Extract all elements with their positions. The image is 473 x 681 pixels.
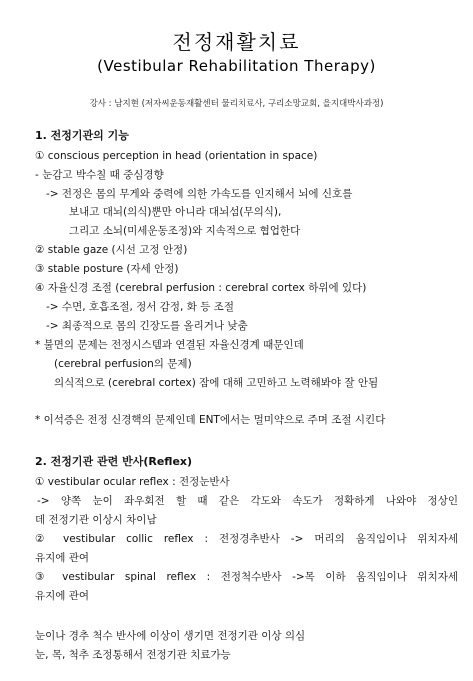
- section-2-line: 유지에 관여: [35, 552, 90, 564]
- section-2-line: ② vestibular collic reflex : 전정경추반사 -> 머리의 움직임이나 위치자세: [35, 533, 458, 545]
- section-1-line: -> 최종적으로 몸의 긴장도를 올리거나 낮춤: [46, 320, 248, 332]
- section-2-line: ③ vestibular spinal reflex : 전정척수반사 ->목 이하 움직임이나 위치자세: [35, 571, 458, 583]
- section-2-heading: 2. 전정기관 관련 반사(Reflex): [35, 455, 193, 468]
- conclusion-line: 눈이나 경추 척수 반사에 이상이 생기면 전정기관 이상 의심: [35, 630, 306, 642]
- section-1-line: ② stable gaze (시선 고정 안정): [35, 244, 188, 256]
- section-1-line: -> 수면, 호흡조절, 정서 감정, 화 등 조절: [46, 301, 234, 313]
- section-1-line: 그리고 소뇌(미세운동조정)와 지속적으로 협업한다: [69, 225, 301, 237]
- section-2-line: 데 전정기관 이상시 차이남: [35, 514, 157, 526]
- page-subtitle: (Vestibular Rehabilitation Therapy): [97, 57, 376, 75]
- section-1-line: * 불면의 문제는 전정시스템과 연결된 자율신경계 때문인데: [35, 339, 304, 351]
- section-2-line: ① vestibular ocular reflex : 전정눈반사: [35, 476, 230, 488]
- author-line: 강사 : 남지현 (저자씨운동재활센터 물리치료사, 구리소망교회, 을지대박사과정): [89, 99, 384, 109]
- section-1-line: 의식적으로 (cerebral cortex) 잠에 대해 고민하고 노력해봐야 잘 안됨: [54, 377, 379, 389]
- section-2-line: 유지에 관여: [35, 590, 90, 602]
- section-1-line: * 이석증은 전정 신경핵의 문제인데 ENT에서는 멀미약으로 주며 조절 시킨다: [35, 414, 386, 426]
- page-title: 전정재활치료: [172, 30, 301, 54]
- section-1-line: -> 전정은 몸의 무게와 중력에 의한 가속도를 인지해서 뇌에 신호를: [46, 188, 353, 200]
- section-1-line: ④ 자율신경 조절 (cerebral perfusion : cerebral cortex 하위에 있다): [35, 282, 367, 294]
- section-1-line: - 눈감고 박수칠 때 중심경향: [35, 169, 164, 181]
- section-1-line: 보내고 대뇌(의식)뿐만 아니라 대뇌섬(무의식),: [69, 206, 282, 218]
- section-1-line: (cerebral perfusion의 문제): [54, 358, 192, 370]
- section-1-line: ① conscious perception in head (orientation in space): [35, 150, 318, 162]
- section-1-heading: 1. 전정기관의 기능: [35, 129, 129, 142]
- conclusion-line: 눈, 목, 척추 조정통해서 전정기관 치료가능: [35, 649, 231, 661]
- section-2-line: -> 양쪽 눈이 좌우회전 할 때 같은 각도와 속도가 정확하게 나와야 정상인: [37, 495, 458, 507]
- section-1-line: ③ stable posture (자세 안정): [35, 263, 179, 275]
